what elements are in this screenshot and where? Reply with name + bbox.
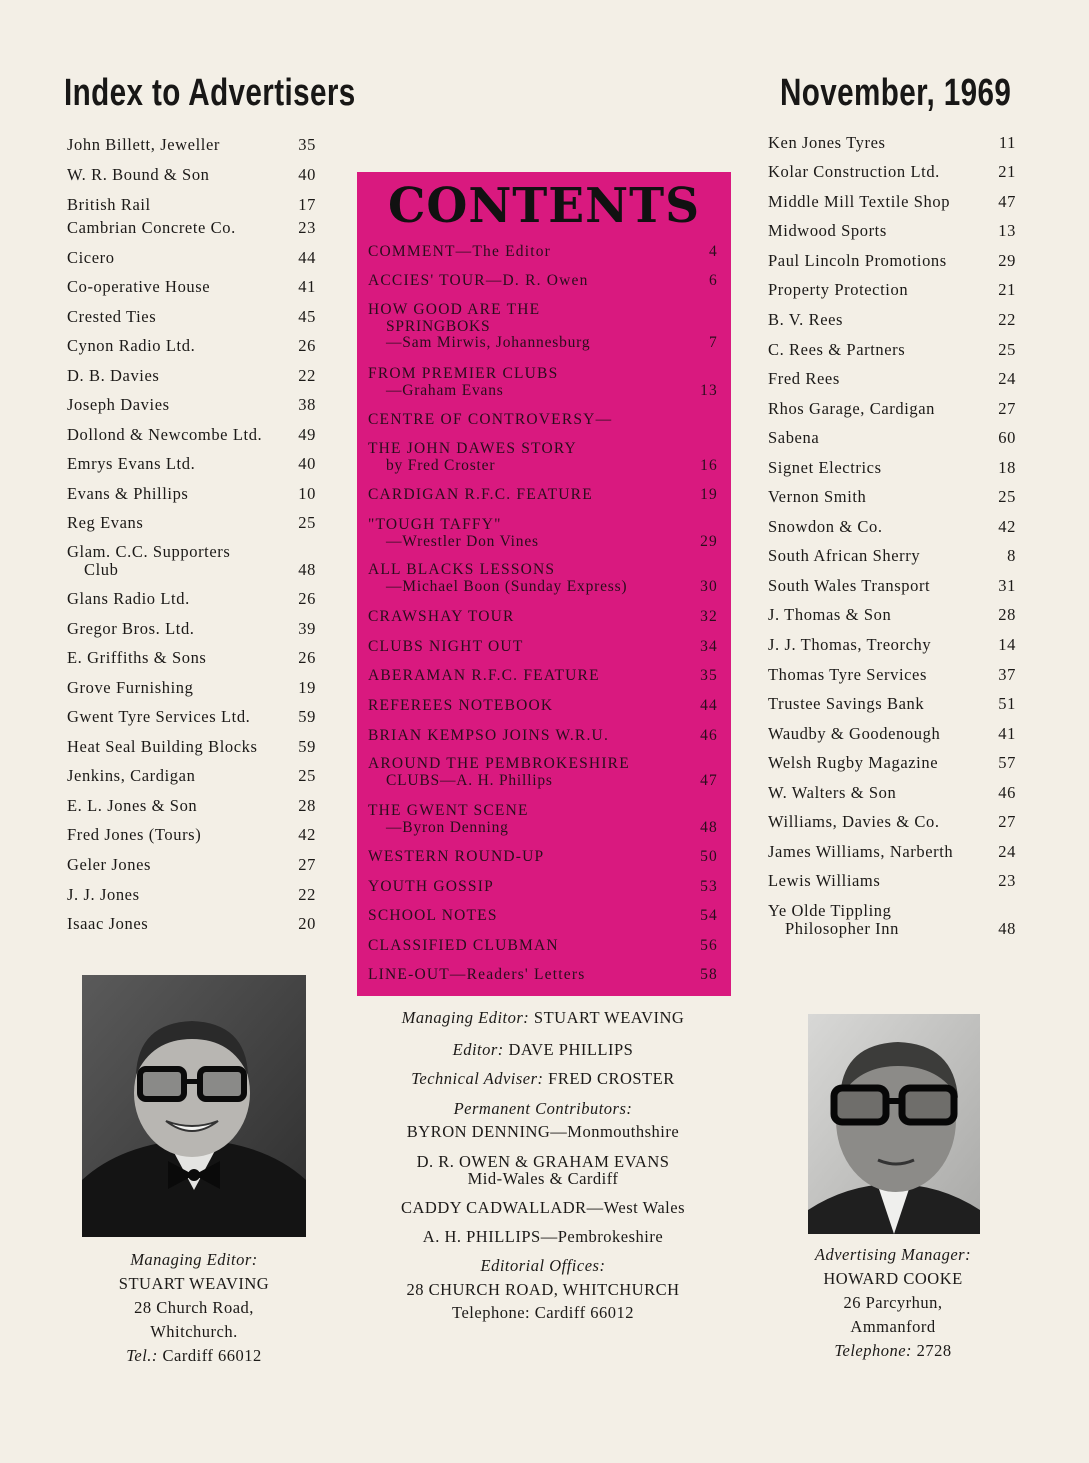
advertiser-entry	[768, 429, 1016, 447]
advertiser-entry	[67, 856, 316, 874]
advertiser-entry	[768, 193, 1016, 211]
contents-entry	[368, 487, 718, 504]
managing-editor-caption	[82, 1248, 306, 1368]
advertiser-name: Club	[84, 560, 119, 579]
advertiser-entry	[67, 679, 316, 697]
advertiser-name: Fred Jones (Tours)	[67, 825, 202, 844]
contents-entry-title: BRIAN KEMPSO JOINS W.R.U.	[368, 727, 610, 744]
advertiser-page-number: 22	[298, 366, 316, 385]
contents-entry	[368, 412, 718, 429]
advertiser-entry	[768, 370, 1016, 388]
advertiser-entry	[768, 754, 1016, 772]
contents-entry-page: 56	[700, 937, 718, 954]
advertiser-name: Heat Seal Building Blocks	[67, 737, 258, 756]
advertiser-name: Evans & Phillips	[67, 484, 189, 503]
advertiser-page-number: 25	[298, 766, 316, 785]
advertiser-entry	[768, 725, 1016, 743]
advertiser-page-number: 10	[298, 484, 316, 503]
advertiser-entry	[67, 455, 316, 473]
advertising-manager-caption	[785, 1243, 1001, 1363]
advertiser-page-number: 38	[298, 395, 316, 414]
advertiser-entry	[768, 488, 1016, 506]
advertiser-page-number: 49	[298, 425, 316, 444]
advertiser-entry	[67, 620, 316, 638]
contents-entry-byline: —Wrestler Don Vines	[386, 532, 539, 550]
advertiser-name: Waudby & Goodenough	[768, 724, 941, 743]
contents-entry-page: 46	[700, 727, 718, 744]
contents-entry	[368, 517, 718, 550]
advertiser-page-number: 59	[298, 737, 316, 756]
advertiser-entry	[768, 784, 1016, 802]
advertiser-name: Co-operative House	[67, 277, 211, 296]
contents-entry	[368, 609, 718, 626]
contents-entry	[368, 302, 718, 352]
advertiser-entry	[67, 543, 316, 579]
advertiser-entry	[67, 166, 316, 184]
advertiser-page-number: 24	[998, 842, 1016, 861]
advertiser-name: Snowdon & Co.	[768, 517, 883, 536]
contents-entry-page: 29	[700, 532, 718, 550]
advertiser-entry	[768, 636, 1016, 654]
advertiser-entry	[768, 311, 1016, 329]
advertiser-entry	[67, 136, 316, 154]
advertiser-entry	[768, 222, 1016, 240]
advertiser-entry	[67, 738, 316, 756]
advertiser-entry	[67, 514, 316, 532]
contents-entry	[368, 366, 718, 399]
caption-role: Advertising Manager:	[814, 1245, 972, 1264]
caption-phone: Telephone: 2728	[834, 1341, 952, 1360]
advertiser-page-number: 13	[998, 221, 1016, 240]
advertiser-page-number: 44	[298, 248, 316, 267]
advertiser-name: South Wales Transport	[768, 576, 931, 595]
contents-entry	[368, 441, 718, 474]
advertiser-entry	[768, 666, 1016, 684]
advertiser-name: Thomas Tyre Services	[768, 665, 928, 684]
advertiser-entry	[67, 426, 316, 444]
advertiser-name: John Billett, Jeweller	[67, 135, 220, 154]
advertiser-page-number: 48	[298, 560, 316, 579]
advertiser-page-number: 20	[298, 914, 316, 933]
advertiser-page-number: 14	[998, 635, 1016, 654]
contents-entry	[368, 668, 718, 685]
contents-entry-title: CLUBS—A. H. Phillips	[386, 771, 553, 789]
advertiser-name: Ye Olde Tippling	[768, 901, 892, 920]
advertiser-name: Philosopher Inn	[785, 919, 899, 938]
contents-entry-page: 4	[709, 243, 718, 260]
advertiser-entry	[768, 281, 1016, 299]
contents-entry	[368, 879, 718, 896]
advertiser-page-number: 23	[998, 871, 1016, 890]
advertiser-page-number: 27	[998, 812, 1016, 831]
advertiser-name: Fred Rees	[768, 369, 840, 388]
contents-entry-title: CLASSIFIED CLUBMAN	[368, 937, 559, 954]
contents-entry-title: CENTRE OF CONTROVERSY—	[368, 411, 613, 428]
advertiser-name: Ken Jones Tyres	[768, 133, 886, 152]
advertiser-entry	[67, 886, 316, 904]
advertiser-name: Reg Evans	[67, 513, 144, 532]
advertiser-page-number: 25	[298, 513, 316, 532]
advertiser-page-number: 25	[998, 340, 1016, 359]
offices-phone: Telephone: Cardiff 66012	[452, 1303, 634, 1322]
advertiser-name: J. J. Thomas, Treorchy	[768, 635, 932, 654]
contents-entry-title: CARDIGAN R.F.C. FEATURE	[368, 486, 593, 503]
contributor-line: Mid-Wales & Cardiff	[467, 1169, 619, 1188]
contents-entry-byline: —Graham Evans	[386, 381, 504, 399]
advertiser-name: Gregor Bros. Ltd.	[67, 619, 195, 638]
contents-entry-title: ABERAMAN R.F.C. FEATURE	[368, 667, 600, 684]
advertiser-page-number: 26	[298, 589, 316, 608]
advertiser-page-number: 27	[298, 855, 316, 874]
contents-entry-title: REFEREES NOTEBOOK	[368, 697, 554, 714]
advertiser-entry	[67, 797, 316, 815]
advertiser-name: E. L. Jones & Son	[67, 796, 198, 815]
advertiser-page-number: 28	[298, 796, 316, 815]
advertiser-entry	[67, 249, 316, 267]
advertiser-page-number: 60	[998, 428, 1016, 447]
advertiser-page-number: 45	[298, 307, 316, 326]
advertiser-name: Cambrian Concrete Co.	[67, 218, 236, 237]
advertiser-page-number: 22	[998, 310, 1016, 329]
advertiser-name: Vernon Smith	[768, 487, 867, 506]
advertiser-page-number: 29	[998, 251, 1016, 270]
contents-entry	[368, 698, 718, 715]
advertiser-name: Glam. C.C. Supporters	[67, 542, 231, 561]
advertiser-name: Williams, Davies & Co.	[768, 812, 940, 831]
advertiser-name: W. R. Bound & Son	[67, 165, 210, 184]
advertiser-entry	[67, 590, 316, 608]
caption-address: Whitchurch.	[150, 1322, 238, 1341]
advertiser-name: J. Thomas & Son	[768, 605, 892, 624]
advertiser-page-number: 26	[298, 336, 316, 355]
advertiser-entry	[768, 459, 1016, 477]
contents-entry-title: SCHOOL NOTES	[368, 907, 498, 924]
advertiser-page-number: 31	[998, 576, 1016, 595]
contents-entry-byline: by Fred Croster	[386, 456, 496, 474]
advertiser-entry	[67, 915, 316, 933]
advertiser-page-number: 17	[298, 195, 316, 214]
contents-entry-page: 53	[700, 878, 718, 895]
contents-entry-title: COMMENT—The Editor	[368, 243, 552, 260]
contents-entry-title: ALL BLACKS LESSONS	[368, 561, 556, 578]
advertiser-page-number: 19	[298, 678, 316, 697]
contents-entry	[368, 273, 718, 290]
advertiser-entry	[768, 252, 1016, 270]
advertiser-page-number: 41	[298, 277, 316, 296]
advertiser-entry	[67, 767, 316, 785]
advertiser-entry	[67, 708, 316, 726]
contents-entry-title: SPRINGBOKS	[386, 317, 491, 335]
advertiser-name: Cicero	[67, 248, 115, 267]
contributor-line: D. R. OWEN & GRAHAM EVANS	[416, 1152, 670, 1171]
advertiser-page-number: 21	[998, 162, 1016, 181]
contents-heading: CONTENTS	[387, 178, 701, 234]
advertiser-entry	[768, 872, 1016, 890]
advertiser-name: Jenkins, Cardigan	[67, 766, 196, 785]
advertiser-name: Trustee Savings Bank	[768, 694, 925, 713]
advertiser-name: Emrys Evans Ltd.	[67, 454, 196, 473]
contents-entry-title: "TOUGH TAFFY"	[368, 516, 502, 533]
caption-address: 26 Parcyrhun,	[843, 1293, 943, 1312]
advertiser-entry	[768, 577, 1016, 595]
advertiser-name: Grove Furnishing	[67, 678, 194, 697]
contents-entry-page: 30	[700, 577, 718, 595]
advertiser-page-number: 24	[998, 369, 1016, 388]
caption-phone: Tel.: Cardiff 66012	[126, 1346, 262, 1365]
advertiser-name: Joseph Davies	[67, 395, 170, 414]
contents-entry-title: HOW GOOD ARE THE	[368, 301, 541, 318]
contents-entry-page: 34	[700, 638, 718, 655]
contents-entry-title: LINE-OUT—Readers' Letters	[368, 966, 586, 983]
contents-entry	[368, 244, 718, 261]
contents-entry	[368, 967, 718, 984]
contents-entry-page: 16	[700, 456, 718, 474]
advertiser-name: W. Walters & Son	[768, 783, 897, 802]
contents-entry	[368, 756, 718, 789]
contents-entry-title: THE JOHN DAWES STORY	[368, 440, 577, 457]
advertiser-page-number: 25	[998, 487, 1016, 506]
contents-entry-page: 32	[700, 608, 718, 625]
advertiser-name: Middle Mill Textile Shop	[768, 192, 951, 211]
advertiser-name: D. B. Davies	[67, 366, 160, 385]
offices-address: 28 CHURCH ROAD, WHITCHURCH	[406, 1280, 680, 1299]
advertiser-name: Lewis Williams	[768, 871, 881, 890]
advertiser-name: Sabena	[768, 428, 820, 447]
caption-role: Managing Editor:	[130, 1250, 258, 1269]
issue-date: November, 1969	[780, 72, 1012, 114]
advertiser-entry	[67, 278, 316, 296]
contents-entry-page: 19	[700, 486, 718, 503]
contents-entry	[368, 938, 718, 955]
photo-advertising-manager	[808, 1014, 980, 1234]
contents-entry-page: 44	[700, 697, 718, 714]
advertiser-name: Rhos Garage, Cardigan	[768, 399, 936, 418]
contributor-line: A. H. PHILLIPS—Pembrokeshire	[422, 1227, 664, 1246]
contents-entry-page: 7	[709, 334, 718, 351]
advertiser-page-number: 59	[298, 707, 316, 726]
contents-entry-byline: —Sam Mirwis, Johannesburg	[386, 334, 591, 351]
advertiser-page-number: 23	[298, 218, 316, 237]
advertiser-entry	[768, 813, 1016, 831]
contents-entry-byline: —Michael Boon (Sunday Express)	[386, 577, 628, 595]
advertiser-name: James Williams, Narberth	[768, 842, 954, 861]
contents-panel	[357, 172, 731, 996]
advertiser-name: Property Protection	[768, 280, 909, 299]
advertiser-entry	[768, 163, 1016, 181]
advertiser-entry	[67, 649, 316, 667]
contents-entry-byline: —Byron Denning	[386, 818, 509, 836]
contents-entry-title: FROM PREMIER CLUBS	[368, 365, 559, 382]
advertiser-entry	[768, 606, 1016, 624]
contents-entry	[368, 728, 718, 745]
advertiser-entry	[768, 843, 1016, 861]
advertiser-entry	[67, 337, 316, 355]
advertiser-entry	[768, 518, 1016, 536]
advertiser-name: Signet Electrics	[768, 458, 882, 477]
advertiser-entry	[67, 196, 316, 214]
advertiser-page-number: 42	[998, 517, 1016, 536]
contents-entry-page: 54	[700, 907, 718, 924]
advertiser-name: Cynon Radio Ltd.	[67, 336, 196, 355]
caption-name: HOWARD COOKE	[823, 1269, 963, 1288]
contributor-line: CADDY CADWALLADR—West Wales	[401, 1198, 685, 1217]
advertiser-page-number: 47	[998, 192, 1016, 211]
contents-entry-title: ACCIES' TOUR—D. R. Owen	[368, 272, 589, 289]
contents-entry-title: CLUBS NIGHT OUT	[368, 638, 524, 655]
advertiser-page-number: 21	[998, 280, 1016, 299]
advertiser-name: Glans Radio Ltd.	[67, 589, 190, 608]
advertiser-entry	[768, 134, 1016, 152]
advertiser-page-number: 48	[998, 919, 1016, 938]
advertiser-name: Isaac Jones	[67, 914, 149, 933]
advertiser-name: Gwent Tyre Services Ltd.	[67, 707, 251, 726]
advertiser-page-number: 27	[998, 399, 1016, 418]
index-title: Index to Advertisers	[64, 72, 356, 114]
advertiser-entry	[768, 547, 1016, 565]
advertiser-name: South African Sherry	[768, 546, 921, 565]
advertiser-entry	[768, 695, 1016, 713]
advertiser-entry	[67, 396, 316, 414]
advertiser-entry	[67, 367, 316, 385]
advertiser-page-number: 46	[998, 783, 1016, 802]
advertiser-entry	[67, 219, 316, 237]
contents-entry-page: 35	[700, 667, 718, 684]
advertiser-name: Kolar Construction Ltd.	[768, 162, 940, 181]
advertiser-page-number: 26	[298, 648, 316, 667]
advertiser-name: C. Rees & Partners	[768, 340, 906, 359]
caption-address: Ammanford	[850, 1317, 936, 1336]
photo-managing-editor	[82, 975, 306, 1237]
advertiser-name: Midwood Sports	[768, 221, 887, 240]
advertiser-name: Crested Ties	[67, 307, 157, 326]
advertiser-name: J. J. Jones	[67, 885, 140, 904]
contents-entry-title: CRAWSHAY TOUR	[368, 608, 515, 625]
contributors-heading: Permanent Contributors:	[453, 1099, 633, 1118]
contents-entry-page: 47	[700, 771, 718, 789]
advertiser-name: British Rail	[67, 195, 151, 214]
advertiser-page-number: 39	[298, 619, 316, 638]
advertiser-page-number: 37	[998, 665, 1016, 684]
contents-entry-page: 48	[700, 818, 718, 836]
contents-entry-title: AROUND THE PEMBROKESHIRE	[368, 755, 630, 772]
advertiser-entry	[768, 341, 1016, 359]
advertiser-page-number: 57	[998, 753, 1016, 772]
advertiser-entry	[768, 400, 1016, 418]
advertiser-page-number: 11	[998, 133, 1016, 152]
contents-entry	[368, 639, 718, 656]
caption-address: 28 Church Road,	[134, 1298, 254, 1317]
advertiser-name: E. Griffiths & Sons	[67, 648, 207, 667]
advertiser-name: Paul Lincoln Promotions	[768, 251, 947, 270]
advertiser-page-number: 40	[298, 454, 316, 473]
advertiser-name: B. V. Rees	[768, 310, 844, 329]
contents-entry-page: 58	[700, 966, 718, 983]
advertiser-entry	[768, 902, 1016, 938]
advertiser-entry	[67, 308, 316, 326]
contents-entry	[368, 562, 718, 595]
advertiser-name: Geler Jones	[67, 855, 152, 874]
contents-entry-page: 13	[700, 381, 718, 399]
advertiser-page-number: 40	[298, 165, 316, 184]
advertiser-name: Welsh Rugby Magazine	[768, 753, 939, 772]
contents-entry-page: 6	[709, 272, 718, 289]
advertiser-page-number: 28	[998, 605, 1016, 624]
editor-credit: Editor: DAVE PHILLIPS	[452, 1040, 634, 1059]
contents-entry	[368, 803, 718, 836]
contents-entry-title: WESTERN ROUND-UP	[368, 848, 545, 865]
advertiser-entry	[67, 485, 316, 503]
technical-adviser-credit: Technical Adviser: FRED CROSTER	[411, 1069, 675, 1088]
advertiser-page-number: 41	[998, 724, 1016, 743]
offices-heading: Editorial Offices:	[480, 1256, 606, 1275]
advertiser-name: Dollond & Newcombe Ltd.	[67, 425, 263, 444]
advertiser-page-number: 51	[998, 694, 1016, 713]
contents-entry	[368, 908, 718, 925]
contents-entry	[368, 849, 718, 866]
advertiser-page-number: 35	[298, 135, 316, 154]
contents-entry-title: THE GWENT SCENE	[368, 802, 529, 819]
advertiser-page-number: 22	[298, 885, 316, 904]
managing-editor-credit: Managing Editor: STUART WEAVING	[401, 1008, 685, 1027]
contents-entry-page: 50	[700, 848, 718, 865]
contents-entry-title: YOUTH GOSSIP	[368, 878, 494, 895]
advertiser-page-number: 42	[298, 825, 316, 844]
advertiser-page-number: 18	[998, 458, 1016, 477]
contributor-line: BYRON DENNING—Monmouthshire	[406, 1122, 680, 1141]
advertiser-page-number: 8	[1007, 546, 1016, 565]
advertiser-entry	[67, 826, 316, 844]
caption-name: STUART WEAVING	[118, 1274, 270, 1293]
